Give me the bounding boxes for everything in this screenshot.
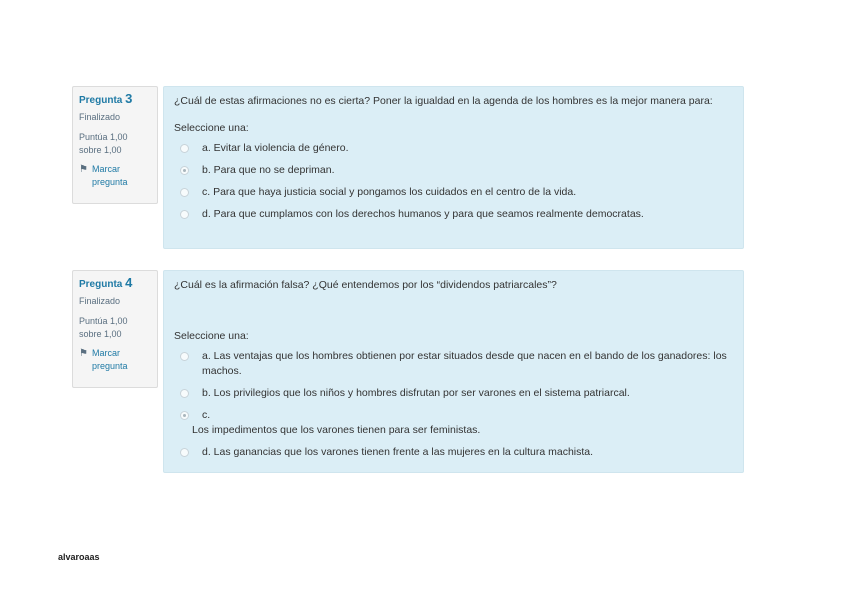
answer-list [174, 346, 733, 464]
flag-question-link[interactable] [79, 347, 157, 373]
radio-button[interactable] [180, 144, 189, 153]
answer-option-c[interactable]: c. Los impedimentos que los varones tienen para ser feministas. [174, 405, 733, 442]
answer-option-d[interactable]: d. Para que cumplamos con los derechos humanos y para que seamos realmente democratas. [174, 204, 733, 226]
radio-button[interactable] [180, 411, 189, 420]
answer-option-d[interactable]: d. Las ganancias que los varones tienen frente a las mujeres en la cultura machista. [174, 442, 733, 464]
question-content [163, 270, 744, 473]
question-state: Finalizado [79, 296, 121, 306]
radio-button[interactable] [180, 448, 189, 457]
radio-button[interactable] [180, 389, 189, 398]
question-info [72, 86, 158, 204]
radio-button[interactable] [180, 188, 189, 197]
flag-icon: ⚑ [79, 164, 88, 175]
question-text: ¿Cuál de estas afirmaciones no es cierta? Poner la igualdad en la agenda de los hombres es la mejor manera para: [174, 95, 713, 107]
answer-option-b[interactable]: b. Para que no se depriman. [174, 160, 733, 182]
radio-button[interactable] [180, 166, 189, 175]
answer-option-a[interactable]: a. Las ventajas que los hombres obtienen por estar situados desde que nacen en el bando de los ganadores: los machos. [174, 346, 733, 383]
answer-option-c[interactable]: c. Para que haya justicia social y pongamos los cuidados en el centro de la vida. [174, 182, 733, 204]
flag-label: Marcar pregunta [92, 348, 128, 371]
answer-prompt: Seleccione una: [174, 330, 249, 342]
footer-username: alvaroaas [58, 552, 100, 562]
answer-option-b[interactable]: b. Los privilegios que los niños y hombres disfrutan por ser varones en el sistema patriarcal. [174, 383, 733, 405]
question-number: Pregunta 4 [79, 275, 133, 290]
question-state: Finalizado [79, 112, 121, 122]
answer-option-c-text: Los impedimentos que los varones tienen para ser feministas. [192, 424, 481, 436]
flag-question-link[interactable] [79, 163, 157, 189]
radio-button[interactable] [180, 210, 189, 219]
question-text: ¿Cuál es la afirmación falsa? ¿Qué entendemos por los “dividendos patriarcales”? [174, 279, 557, 291]
question-content [163, 86, 744, 249]
flag-label: Marcar pregunta [92, 164, 128, 187]
question-info [72, 270, 158, 388]
answer-prompt: Seleccione una: [174, 122, 249, 134]
question-grade: Puntúa 1,00 sobre 1,00 [79, 316, 128, 339]
question-number: Pregunta 3 [79, 91, 133, 106]
question-grade: Puntúa 1,00 sobre 1,00 [79, 132, 128, 155]
answer-option-a[interactable]: a. Evitar la violencia de género. [174, 138, 733, 160]
flag-icon: ⚑ [79, 348, 88, 359]
answer-list [174, 138, 733, 226]
radio-button[interactable] [180, 352, 189, 361]
